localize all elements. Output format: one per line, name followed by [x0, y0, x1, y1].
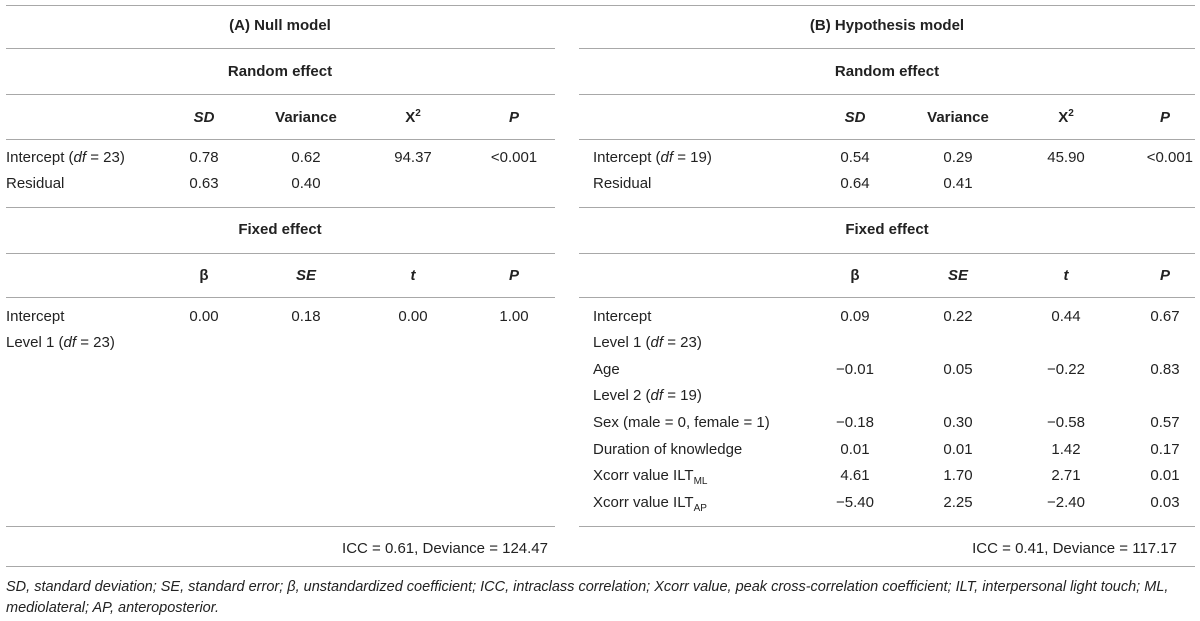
cell-beta: 0.00: [189, 308, 219, 325]
row-label-intercept: Intercept: [593, 308, 652, 325]
col-chi-square: $X^2$: [405, 108, 421, 126]
col-t: t: [410, 267, 416, 284]
cell-beta: 0.09: [840, 308, 870, 325]
row-label-intercept: Intercept (df = 23): [6, 149, 125, 166]
model-summary: ICC = 0.41, Deviance = 117.17: [972, 540, 1177, 557]
col-variance: Variance: [927, 109, 989, 126]
cell-se: 1.70: [943, 467, 973, 484]
cell-t: 0.44: [1051, 308, 1081, 325]
fixed-effect-header: Fixed effect: [238, 221, 322, 238]
random-effect-header: Random effect: [834, 63, 940, 80]
cell-variance: 0.41: [943, 175, 973, 192]
divider: [579, 139, 1195, 140]
cell-p: 0.67: [1150, 308, 1180, 325]
divider: [579, 253, 1195, 254]
cell-beta: −0.01: [836, 361, 874, 378]
col-sd: SD: [844, 109, 866, 126]
cell-p: <0.001: [1146, 149, 1193, 166]
divider: [6, 253, 555, 254]
cell-t: −2.40: [1047, 494, 1085, 511]
cell-se: 0.30: [943, 414, 973, 431]
cell-t: −0.58: [1047, 414, 1085, 431]
col-t: t: [1063, 267, 1069, 284]
cell-sd: 0.63: [189, 175, 219, 192]
cell-t: 0.00: [398, 308, 428, 325]
row-label-age: Age: [593, 361, 620, 378]
divider: [6, 207, 555, 208]
row-label-duration: Duration of knowledge: [593, 441, 743, 458]
cell-p: 0.01: [1150, 467, 1180, 484]
divider: [579, 207, 1195, 208]
random-effect-header: Random effect: [227, 63, 333, 80]
cell-p: 0.17: [1150, 441, 1180, 458]
cell-se: 2.25: [943, 494, 973, 511]
col-se: SE: [295, 267, 317, 284]
row-label-xcorr-ml: Xcorr value $ILT_{ML}$: [593, 467, 708, 487]
divider: [579, 94, 1195, 95]
divider: [6, 297, 555, 298]
col-p: P: [1159, 267, 1171, 284]
cell-beta: 4.61: [840, 467, 870, 484]
cell-t: −0.22: [1047, 361, 1085, 378]
cell-p: <0.001: [490, 149, 538, 166]
cell-se: 0.18: [291, 308, 321, 325]
cell-sd: 0.64: [840, 175, 870, 192]
fixed-effect-header: Fixed effect: [845, 221, 929, 238]
divider: [579, 526, 1195, 527]
cell-beta: −0.18: [836, 414, 874, 431]
cell-variance: 0.29: [943, 149, 973, 166]
cell-chi-square: 94.37: [394, 149, 432, 166]
row-label-xcorr-ap: Xcorr value $ILT_{AP}$: [593, 494, 707, 514]
divider: [6, 94, 555, 95]
cell-p: 1.00: [499, 308, 529, 325]
table-footnote: SD, standard deviation; SE, standard error; β, unstandardized coefficient; ICC, intraclass correlation; Xcorr value, peak cross-correlation coefficient; ILT, interpersonal light touch; ML, mediolateral; AP, anteroposterior.: [6, 579, 1169, 616]
col-chi-square: $X^2$: [1058, 108, 1074, 126]
cell-beta: −5.40: [836, 494, 874, 511]
table-top-rule: [6, 5, 1195, 6]
col-variance: Variance: [275, 109, 337, 126]
divider: [6, 139, 555, 140]
model-summary: ICC = 0.61, Deviance = 124.47: [342, 540, 548, 557]
cell-se: 0.22: [943, 308, 973, 325]
row-label-intercept: Intercept (df = 19): [593, 149, 712, 166]
row-label-residual: Residual: [593, 175, 652, 192]
cell-t: 1.42: [1051, 441, 1081, 458]
col-beta: β: [199, 267, 209, 284]
col-sd: SD: [193, 109, 215, 126]
row-label-level1: Level 1 (df = 23): [6, 334, 115, 351]
row-label-residual: Residual: [6, 175, 65, 192]
divider: [579, 297, 1195, 298]
cell-p: 0.03: [1150, 494, 1180, 511]
cell-sd: 0.78: [189, 149, 219, 166]
row-label-intercept: Intercept: [6, 308, 65, 325]
col-beta: β: [850, 267, 860, 284]
cell-beta: 0.01: [840, 441, 870, 458]
col-p: P: [1159, 109, 1171, 126]
table-bottom-rule: [6, 566, 1195, 567]
cell-p: 0.83: [1150, 361, 1180, 378]
col-p: P: [508, 109, 520, 126]
divider: [6, 526, 555, 527]
cell-variance: 0.40: [291, 175, 321, 192]
row-label-level1: Level 1 (df = 23): [593, 334, 702, 351]
divider: [579, 48, 1195, 49]
row-label-level2: Level 2 (df = 19): [593, 387, 702, 404]
cell-t: 2.71: [1051, 467, 1081, 484]
cell-variance: 0.62: [291, 149, 321, 166]
col-se: SE: [947, 267, 969, 284]
divider: [6, 48, 555, 49]
cell-se: 0.05: [943, 361, 973, 378]
col-p: P: [508, 267, 520, 284]
row-label-sex: Sex (male = 0, female = 1): [593, 414, 770, 431]
cell-se: 0.01: [943, 441, 973, 458]
cell-p: 0.57: [1150, 414, 1180, 431]
cell-sd: 0.54: [840, 149, 870, 166]
null-model-title: (A) Null model: [229, 17, 331, 34]
hypothesis-model-title: (B) Hypothesis model: [809, 17, 965, 34]
cell-chi-square: 45.90: [1047, 149, 1085, 166]
